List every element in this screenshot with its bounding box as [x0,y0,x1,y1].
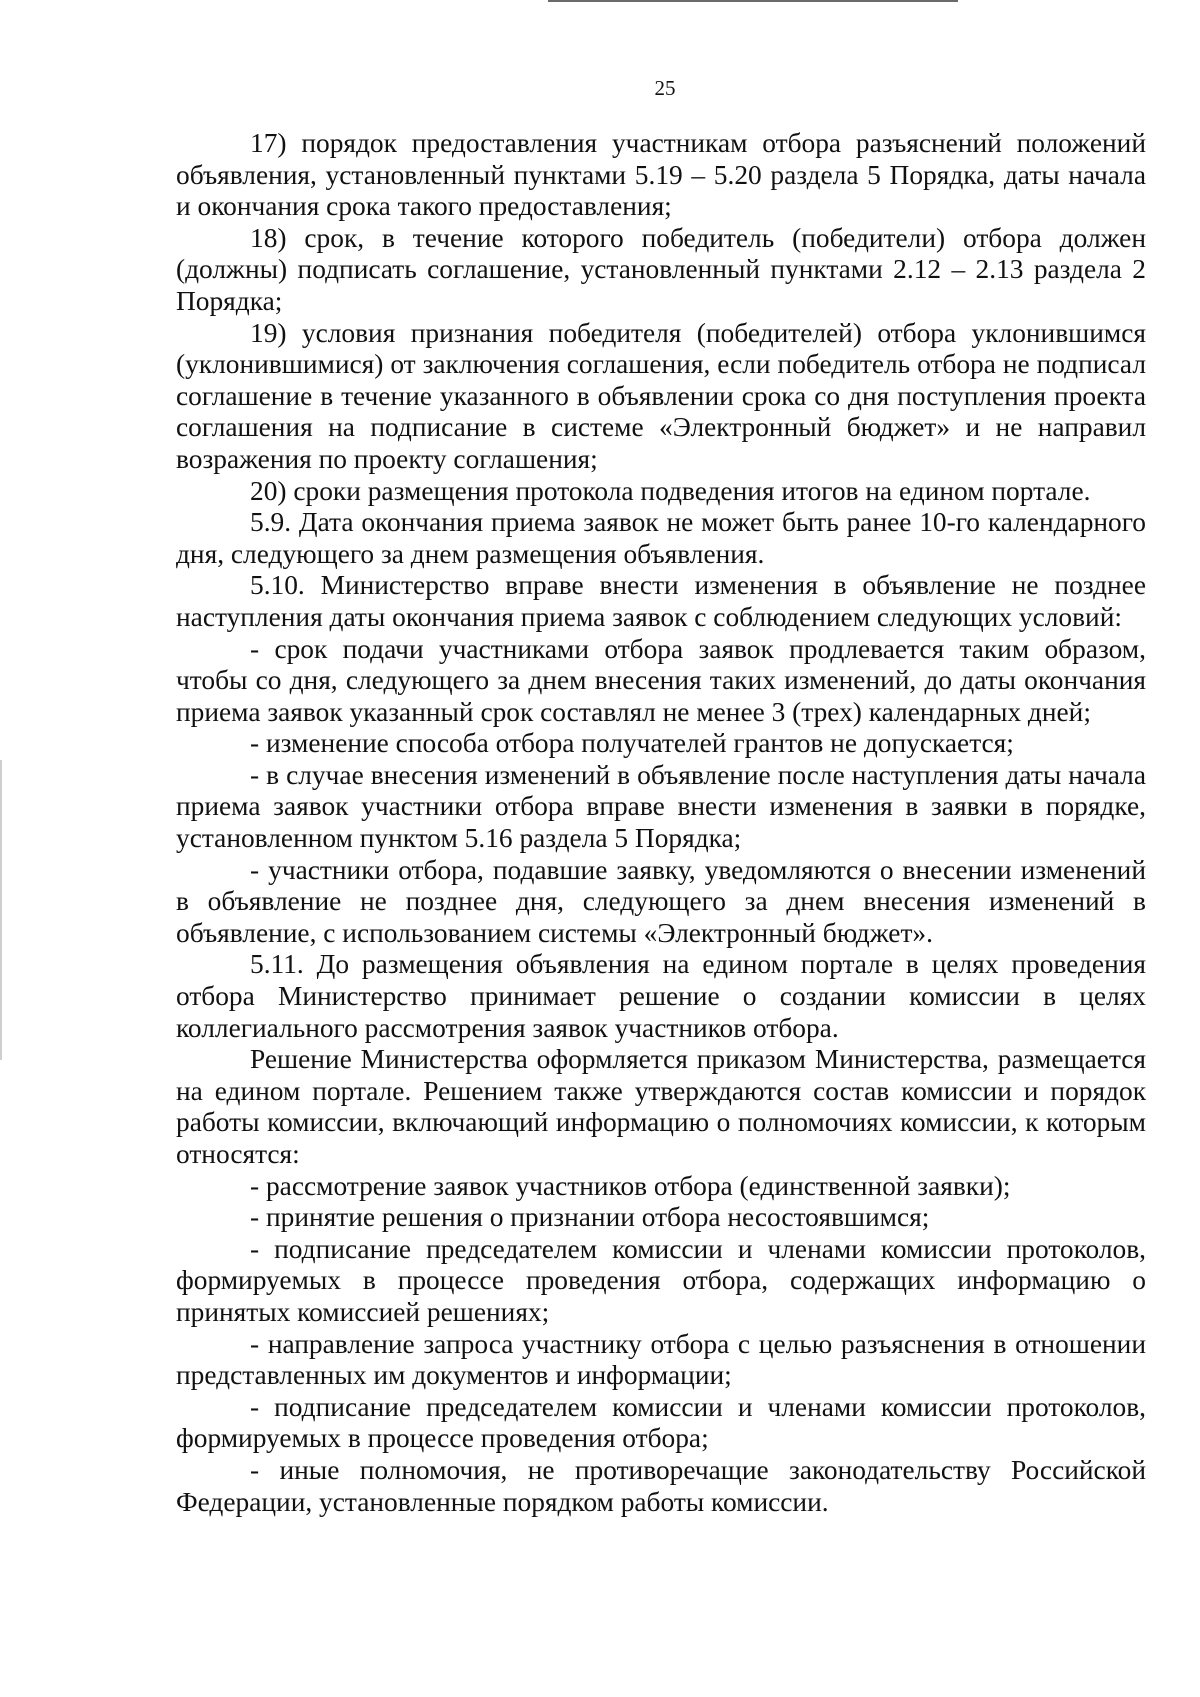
paragraph-power-sign-protocols: - подписание председателем комиссии и членами комиссии протоколов, формируемых в процессе проведения отбора; [176,1391,1146,1454]
scan-border-line [548,0,958,2]
paragraph-clause-5-9: 5.9. Дата окончания приема заявок не может быть ранее 10-го календарного дня, следующего за днем размещения объявления. [176,507,1146,569]
paragraph-condition-changes: - в случае внесения изменений в объявление после наступления даты начала приема заявок участники отбора вправе внести изменения в заявки в порядке, установленном пунктом 5.16 раздела 5 Порядка; [176,759,1146,854]
paragraph-item-17: 17) порядок предоставления участникам отбора разъяснений положений объявления, установленный пунктами 5.19 – 5.20 раздела 5 Порядка, даты начала и окончания срока такого предоставления; [176,128,1146,222]
document-body [176,128,1146,1518]
scan-edge-shadow [0,760,2,1060]
paragraph-decision: Решение Министерства оформляется приказом Министерства, размещается на едином портале. Решением также утверждаются состав комиссии и порядок работы комиссии, включающий информацию о полномочиях комиссии, к которым относятся: [176,1044,1146,1169]
paragraph-power-sign-decisions: - подписание председателем комиссии и членами комиссии протоколов, формируемых в процессе проведения отбора, содержащих информацию о принятых комиссией решениях; [176,1233,1146,1327]
paragraph-item-20: 20) сроки размещения протокола подведения итогов на едином портале. [250,475,1091,506]
paragraph-condition-notification: - участники отбора, подавшие заявку, уведомляются о внесении изменений в объявление не позднее дня, следующего за днем внесения изменений в объявление, с использованием системы «Электронный бюджет». [176,854,1146,948]
page-number: 25 [654,76,676,100]
paragraph-item-19: 19) условия признания победителя (победителей) отбора уклонившимся (уклонившимися) от заключения соглашения, если победитель отбора не подписал соглашение в течение указанного в объявлении срока со дня поступления проекта соглашения на подписание в системе «Электронный бюджет» и не направил возражения по проекту соглашения; [176,317,1146,474]
paragraph-power-request: - направление запроса участнику отбора с целью разъяснения в отношении представленных им документов и информации; [176,1328,1146,1391]
paragraph-condition-method: - изменение способа отбора получателей грантов не допускается; [250,728,1014,759]
paragraph-power-failed: - принятие решения о признании отбора несостоявшимся; [250,1202,930,1233]
paragraph-clause-5-11: 5.11. До размещения объявления на едином портале в целях проведения отбора Министерство принимает решение о создании комиссии в целях коллегиального рассмотрения заявок участников отбора. [176,949,1146,1043]
paragraph-condition-deadline: - срок подачи участниками отбора заявок продлевается таким образом, чтобы со дня, следующего за днем внесения таких изменений, до даты окончания приема заявок указанный срок составлял не менее 3 (трех) календарных дней; [176,633,1146,727]
paragraph-item-18: 18) срок, в течение которого победитель (победители) отбора должен (должны) подписать соглашение, установленный пунктами 2.12 – 2.13 раздела 2 Порядка; [176,222,1146,316]
paragraph-clause-5-10: 5.10. Министерство вправе внести изменения в объявление не позднее наступления даты окончания приема заявок с соблюдением следующих условий: [176,570,1146,632]
paragraph-power-review: - рассмотрение заявок участников отбора (единственной заявки); [250,1170,1011,1201]
paragraph-power-other: - иные полномочия, не противоречащие законодательству Российской Федерации, установленные порядком работы комиссии. [176,1454,1146,1517]
